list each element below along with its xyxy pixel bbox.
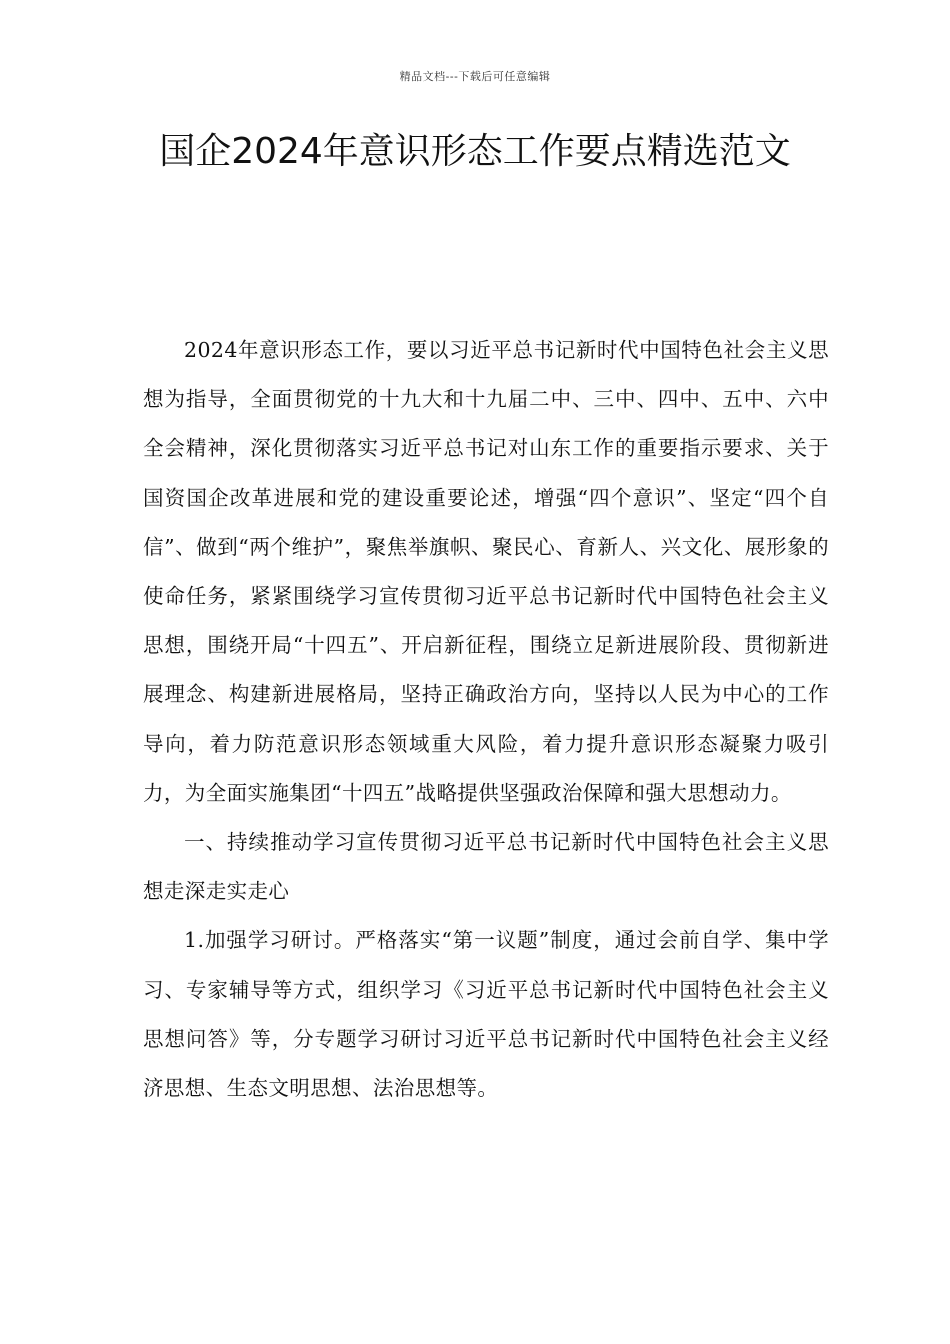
paragraph-intro: 2024年意识形态工作，要以习近平总书记新时代中国特色社会主义思想为指导，全面贯彻党的十九大和十九届二中、三中、四中、五中、六中全会精神，深化贯彻落实习近平总书记对山东工作的重要指示要求、关于国资国企改革进展和党的建设重要论述，增强“四个意识”、坚定“四个自信”、做到“两个维护”，聚焦举旗帜、聚民心、育新人、兴文化、展形象的使命任务，紧紧围绕学习宣传贯彻习近平总书记新时代中国特色社会主义思想，围绕开局“十四五”、开启新征程，围绕立足新进展阶段、贯彻新进展理念、构建新进展格局，坚持正确政治方向，坚持以人民为中心的工作导向，着力防范意识形态领域重大风险，着力提升意识形态凝聚力吸引力，为全面实施集团“十四五”战略提供坚强政治保障和强大思想动力。 — [143, 338, 829, 805]
paragraph-item-1: 1.加强学习研讨。严格落实“第一议题”制度，通过会前自学、集中学习、专家辅导等方式，组织学习《习近平总书记新时代中国特色社会主义思想问答》等，分专题学习研讨习近平总书记新时代中国特色社会主义经济思想、生态文明思想、法治思想等。 — [143, 928, 829, 1101]
document-title: 国企2024年意识形态工作要点精选范文 — [159, 131, 791, 172]
document-body — [143, 326, 829, 1113]
header-note: 精品文档---下载后可任意编辑 — [399, 70, 551, 83]
section-heading-1: 一、持续推动学习宣传贯彻习近平总书记新时代中国特色社会主义思想走深走实走心 — [143, 830, 829, 904]
